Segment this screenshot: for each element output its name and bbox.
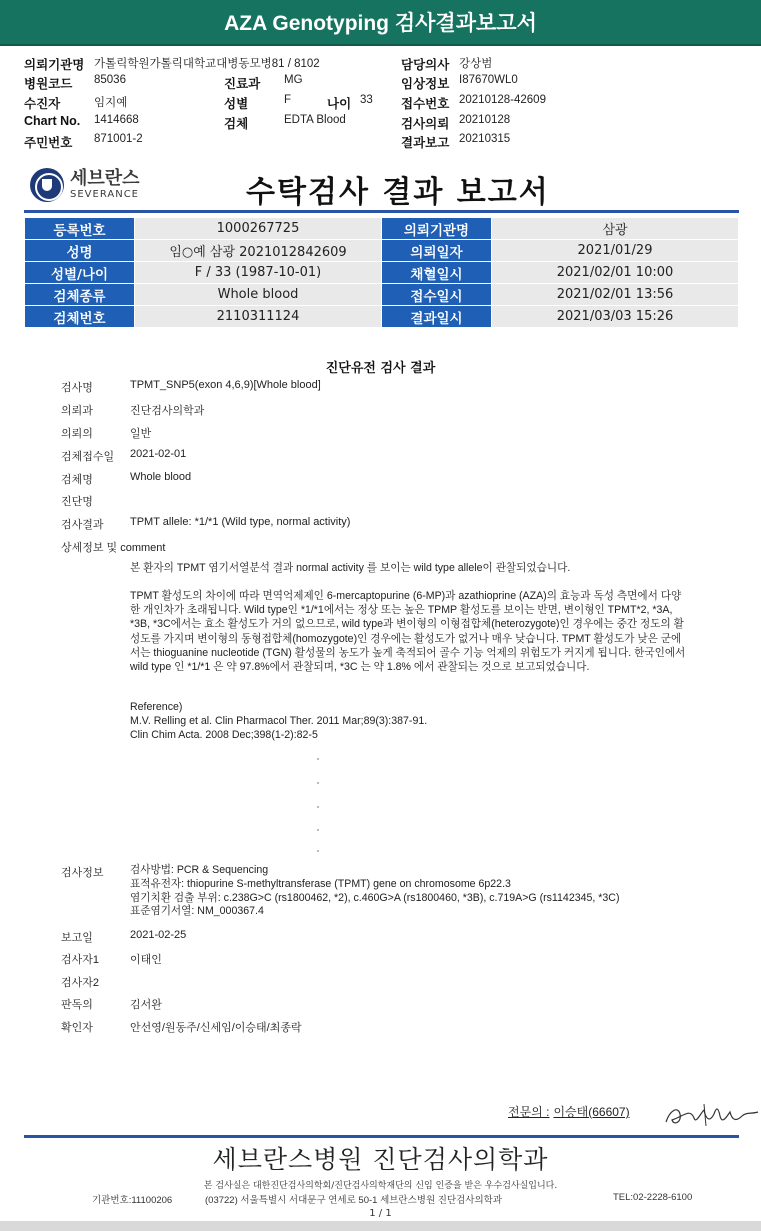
summary-value: 85036 — [94, 74, 126, 86]
summary-label: 검사의뢰 — [401, 117, 450, 131]
report-section-title: 진단유전 검사 결과 — [325, 361, 436, 376]
summary-label: 주민번호 — [24, 136, 73, 150]
field-label: 의뢰의 — [61, 428, 93, 440]
confirmer-label: 확인자 — [61, 1022, 93, 1034]
field-label: 검사명 — [61, 382, 93, 394]
confirmer-value: 안선영/원동주/신세임/이승태/최종락 — [130, 1022, 302, 1034]
severance-name-en: SEVERANCE — [70, 189, 139, 200]
table-header-cell: 성별/나이 — [25, 262, 135, 284]
table-cell: 2021/02/01 10:00 — [492, 262, 739, 284]
reader-value: 김서완 — [130, 999, 162, 1011]
table-cell: 2021/01/29 — [492, 240, 739, 262]
summary-value: MG — [284, 74, 303, 86]
field-label: 진단명 — [61, 496, 93, 508]
summary-label: 임상정보 — [401, 77, 450, 91]
report-main-title: 수탁검사 결과 보고서 — [246, 175, 550, 210]
table-cell: 2110311124 — [135, 306, 382, 328]
summary-label: 진료과 — [224, 77, 261, 91]
table-cell: 삼광 — [492, 218, 739, 240]
report-date-value: 2021-02-25 — [130, 929, 187, 941]
field-value: TPMT allele: *1/*1 (Wild type, normal activity) — [130, 516, 351, 528]
table-row — [25, 284, 739, 306]
summary-label: 병원코드 — [24, 77, 73, 91]
summary-value: 33 — [360, 94, 373, 106]
field-label: 검체접수일 — [61, 451, 115, 463]
table-header-cell: 의뢰기관명 — [382, 218, 492, 240]
report-date-label: 보고일 — [61, 932, 93, 944]
footer-divider — [24, 1135, 739, 1138]
field-label: 의뢰과 — [61, 405, 93, 417]
summary-value: 강상범 — [459, 58, 493, 70]
telephone: TEL:02-2228-6100 — [613, 1192, 693, 1203]
table-cell: Whole blood — [135, 284, 382, 306]
summary-label: 담당의사 — [401, 58, 450, 72]
info-reference-seq: 표준염기서열: NM_000367.4 — [130, 905, 264, 918]
specialist-label: 전문의 : — [508, 1105, 550, 1119]
reader-label: 판독의 — [61, 999, 93, 1011]
tester1-value: 이태인 — [130, 954, 162, 966]
summary-label: 접수번호 — [401, 97, 450, 111]
summary-value: I87670WL0 — [459, 74, 518, 86]
field-value: 2021-02-01 — [130, 448, 187, 460]
severance-header — [24, 163, 739, 213]
table-header-cell: 채혈일시 — [382, 262, 492, 284]
specialist-line — [508, 1103, 630, 1120]
table-row — [25, 240, 739, 262]
table-cell: 2021/03/03 15:26 — [492, 306, 739, 328]
severance-emblem-icon — [30, 168, 64, 202]
table-header-cell: 검체종류 — [25, 284, 135, 306]
address: (03722) 서울특별시 서대문구 연세로 50-1 세브란스병원 진단검사의학과 — [205, 1195, 503, 1206]
table-header-cell: 검체번호 — [25, 306, 135, 328]
test-info — [130, 864, 690, 919]
info-sites: 염기치환 검출 부위: c.238G>C (rs1800462, *2), c.460G>A (rs1800460, *3B), c.719A>G (rs1142345, *3C) — [130, 891, 620, 904]
summary-value: 20210128-42609 — [459, 94, 546, 106]
table-row — [25, 262, 739, 284]
field-value: 진단검사의학과 — [130, 405, 205, 417]
info-method: 검사방법: PCR & Sequencing — [130, 864, 269, 876]
comment-paragraph-2: TPMT 활성도의 차이에 따라 면역억제제인 6-mercaptopurine (6-MP)과 azathioprine (AZA)의 효능과 독성 측면에서 다양한 개인차가 초래됩니다. Wild type인 *1/*1에서는 정상 또는 높은 TPMP 활성도를 보이는 반면, 변이형인 TPMT*2, *3A, *3B, *3C에서는 효소 활성도가 거의 없으므로, wild type과 변이형의 이형접합체(heterozygote)인 경우에는 중간 정도의 활성도를 가지며 변이형의 동형접합체(homozygote)인 경우에는 활성도가 없거나 매우 낮습니다. TPMT 활성도가 낮은 군에서는 thioguanine nucleotide (TGN) 활성물의 농도가 높게 축적되어 골수 기능 억제의 위험도가 커지게 됩니다. 한국인에서 wild type 인 *1/*1 은 약 97.8%에서 관찰되며, *3C 는 약 1.8% 에서 관찰되는 것으로 보고되었습니다. — [130, 590, 686, 674]
spacer-dot — [317, 782, 319, 784]
table-cell: F / 33 (1987-10-01) — [135, 262, 382, 284]
summary-value: 임지예 — [94, 97, 128, 109]
report-header-title: AZA Genotyping 검사결과보고서 — [0, 0, 761, 46]
org-number: 기관번호:11100206 — [92, 1195, 173, 1206]
comment-paragraph-1: 본 환자의 TPMT 염기서열분석 결과 normal activity 를 보이는 wild type allele이 관찰되었습니다. — [130, 562, 571, 574]
table-cell: 1000267725 — [135, 218, 382, 240]
spacer-dot — [317, 806, 319, 808]
table-row — [25, 306, 739, 328]
table-header-cell: 접수일시 — [382, 284, 492, 306]
summary-label: 검체 — [224, 117, 249, 131]
field-value: TPMT_SNP5(exon 4,6,9)[Whole blood] — [130, 379, 321, 391]
specialist-name: 이승태(66607) — [553, 1105, 630, 1119]
summary-label: 수진자 — [24, 97, 61, 111]
summary-label: Chart No. — [24, 114, 81, 128]
table-header-cell: 등록번호 — [25, 218, 135, 240]
table-cell: 임○예 삼광 2021012842609 — [135, 240, 382, 262]
info-target-gene: 표적유전자: thiopurine S-methyltransferase (TPMT) gene on chromosome 6p22.3 — [130, 877, 511, 890]
reference-title: Reference) — [130, 701, 183, 713]
reference-item: Clin Chim Acta. 2008 Dec;398(1-2):82-5 — [130, 729, 318, 741]
summary-label: 성별 — [224, 97, 249, 111]
field-label: 검사결과 — [61, 519, 104, 531]
summary-value: 20210315 — [459, 133, 511, 145]
summary-value: EDTA Blood — [284, 114, 346, 126]
summary-label: 결과보고 — [401, 136, 450, 150]
spacer-dot — [317, 758, 319, 760]
signature-image — [660, 1096, 760, 1132]
summary-value: F — [284, 94, 292, 106]
table-row — [25, 218, 739, 240]
table-header-cell: 결과일시 — [382, 306, 492, 328]
summary-value: 871001-2 — [94, 133, 143, 145]
reference-item: M.V. Relling et al. Clin Pharmacol Ther. 2011 Mar;89(3):387-91. — [130, 715, 428, 727]
patient-info-table — [24, 217, 739, 328]
table-header-cell: 의뢰일자 — [382, 240, 492, 262]
page-number: 1 / 1 — [369, 1208, 392, 1219]
summary-value: 가톨릭학원가톨릭대학교대병동모병81 / 8102 — [94, 58, 320, 70]
summary-label: 나이 — [327, 97, 352, 111]
bottom-band — [0, 1221, 761, 1231]
tester1-label: 검사자1 — [61, 954, 99, 966]
table-cell: 2021/02/01 13:56 — [492, 284, 739, 306]
summary-label: 의뢰기관명 — [24, 58, 85, 72]
severance-name-ko: 세브란스 — [70, 168, 140, 189]
table-header-cell: 성명 — [25, 240, 135, 262]
header-divider — [24, 210, 739, 213]
info-label: 검사정보 — [61, 867, 104, 879]
field-value: Whole blood — [130, 471, 192, 483]
field-label: 검체명 — [61, 474, 93, 486]
tester2-label: 검사자2 — [61, 977, 99, 989]
summary-value: 1414668 — [94, 114, 139, 126]
summary-value: 20210128 — [459, 114, 511, 126]
severance-logo — [30, 168, 140, 202]
hospital-name: 세브란스병원 진단검사의학과 — [212, 1145, 549, 1174]
comment-label: 상세정보 및 comment — [61, 542, 166, 554]
spacer-dot — [317, 850, 319, 852]
spacer-dot — [317, 829, 319, 831]
field-value: 일반 — [130, 428, 152, 440]
accreditation-note: 본 검사실은 대한진단검사의학회/진단검사의학재단의 신임 인증을 받은 우수검사실입니다. — [203, 1181, 558, 1191]
